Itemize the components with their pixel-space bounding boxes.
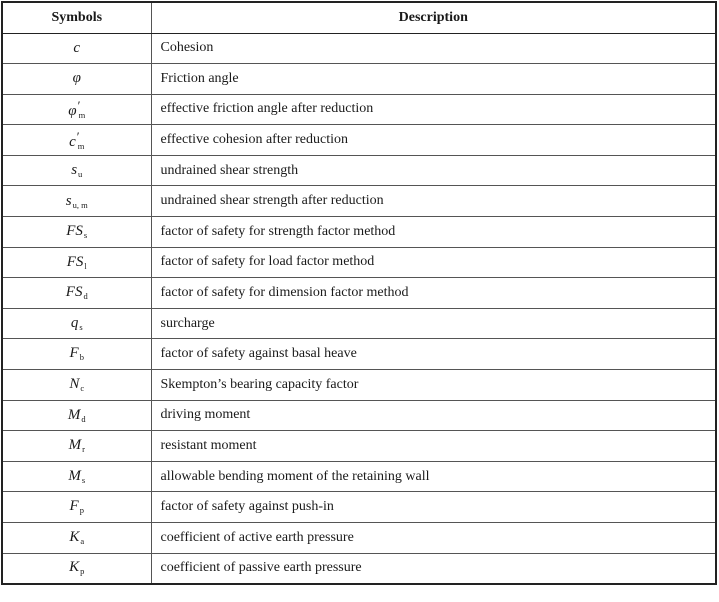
symbol-cell — [2, 431, 151, 462]
table-row — [2, 400, 716, 431]
symbol-cell — [2, 339, 151, 370]
symbol-cell — [2, 523, 151, 554]
symbol-cell — [2, 492, 151, 523]
symbols-column-header: Symbols — [2, 2, 151, 33]
description-cell: coefficient of active earth pressure — [151, 523, 716, 554]
symbol-base: M — [68, 437, 82, 454]
description-cell: effective friction angle after reduction — [151, 94, 716, 125]
symbol-subscript: s — [81, 474, 86, 485]
table-row — [2, 553, 716, 584]
symbol-subscript: s — [83, 230, 88, 241]
table-row — [2, 523, 716, 554]
description-cell: factor of safety against basal heave — [151, 339, 716, 370]
description-cell: resistant moment — [151, 431, 716, 462]
symbol-base: FS — [66, 223, 83, 240]
symbol-base: F — [69, 345, 79, 362]
symbol-cell — [2, 461, 151, 492]
symbol-cell — [2, 400, 151, 431]
symbol-base: FS — [65, 284, 83, 301]
symbol-base: K — [69, 529, 80, 546]
table-row — [2, 461, 716, 492]
description-cell: factor of safety for dimension factor method — [151, 278, 716, 309]
symbol-subscript: p — [80, 566, 85, 577]
description-column-header: Description — [151, 2, 716, 33]
symbol-cell: $c'_m$ — [2, 125, 151, 156]
symbol-subscript: p — [79, 505, 84, 516]
symbol-base: q — [70, 314, 79, 331]
symbol-cell — [2, 370, 151, 401]
description-cell: Friction angle — [151, 64, 716, 95]
symbol-base: s — [71, 161, 78, 178]
symbol-cell: $\varphi'_m$ — [2, 94, 151, 125]
symbol-cell — [2, 186, 151, 217]
table-row — [2, 492, 716, 523]
symbol-cell — [2, 64, 151, 95]
symbol-subscript: r — [82, 444, 85, 455]
symbol-cell — [2, 33, 151, 64]
table-row — [2, 370, 716, 401]
symbol-base: φ — [68, 103, 77, 120]
symbol-base: M — [67, 406, 81, 423]
table-body — [2, 33, 716, 584]
description-cell: coefficient of passive earth pressure — [151, 553, 716, 584]
symbol-base: M — [68, 467, 81, 484]
symbol-subscript: m — [77, 140, 85, 151]
table-header — [2, 2, 716, 33]
symbol-base: K — [69, 559, 80, 576]
symbol-cell — [2, 553, 151, 584]
symbol-subscript: s — [79, 321, 83, 332]
table-row — [2, 431, 716, 462]
symbol-subscript: u — [78, 168, 83, 179]
symbol-subscript: d — [83, 291, 88, 302]
description-cell: allowable bending moment of the retaining wall — [151, 461, 716, 492]
description-cell: effective cohesion after reduction — [151, 125, 716, 156]
symbol-subscript: u, m — [72, 199, 88, 210]
table-row — [2, 94, 716, 125]
symbol-cell — [2, 278, 151, 309]
symbols-table — [1, 1, 717, 585]
description-cell: factor of safety against push-in — [151, 492, 716, 523]
symbol-subscript: d — [81, 413, 86, 424]
description-cell: undrained shear strength — [151, 155, 716, 186]
symbol-cell — [2, 308, 151, 339]
symbol-base: s — [65, 192, 72, 209]
table-row — [2, 186, 716, 217]
description-cell: Cohesion — [151, 33, 716, 64]
table-row — [2, 125, 716, 156]
header-row — [2, 2, 716, 33]
symbol-base: c — [73, 39, 81, 56]
table-row — [2, 64, 716, 95]
symbol-base: φ — [72, 70, 81, 87]
table-row — [2, 247, 716, 278]
symbol-base: FS — [66, 253, 84, 270]
symbol-cell — [2, 247, 151, 278]
description-cell: factor of safety for load factor method — [151, 247, 716, 278]
table-row — [2, 155, 716, 186]
description-cell: factor of safety for strength factor method — [151, 217, 716, 248]
symbol-base: F — [69, 498, 79, 515]
description-cell: Skempton’s bearing capacity factor — [151, 370, 716, 401]
table-row — [2, 278, 716, 309]
symbol-subscript: a — [80, 536, 85, 547]
symbol-subscript: l — [84, 260, 87, 271]
symbol-subscript: m — [78, 110, 86, 121]
symbol-base: N — [69, 376, 80, 393]
table-row — [2, 217, 716, 248]
symbol-cell — [2, 217, 151, 248]
symbol-subscript: b — [79, 352, 84, 363]
symbol-cell — [2, 155, 151, 186]
symbol-subscript: c — [80, 383, 85, 394]
symbol-base: c — [69, 133, 76, 150]
table-row — [2, 308, 716, 339]
description-cell: driving moment — [151, 400, 716, 431]
table-row — [2, 33, 716, 64]
description-cell: undrained shear strength after reduction — [151, 186, 716, 217]
table-row — [2, 339, 716, 370]
description-cell: surcharge — [151, 308, 716, 339]
